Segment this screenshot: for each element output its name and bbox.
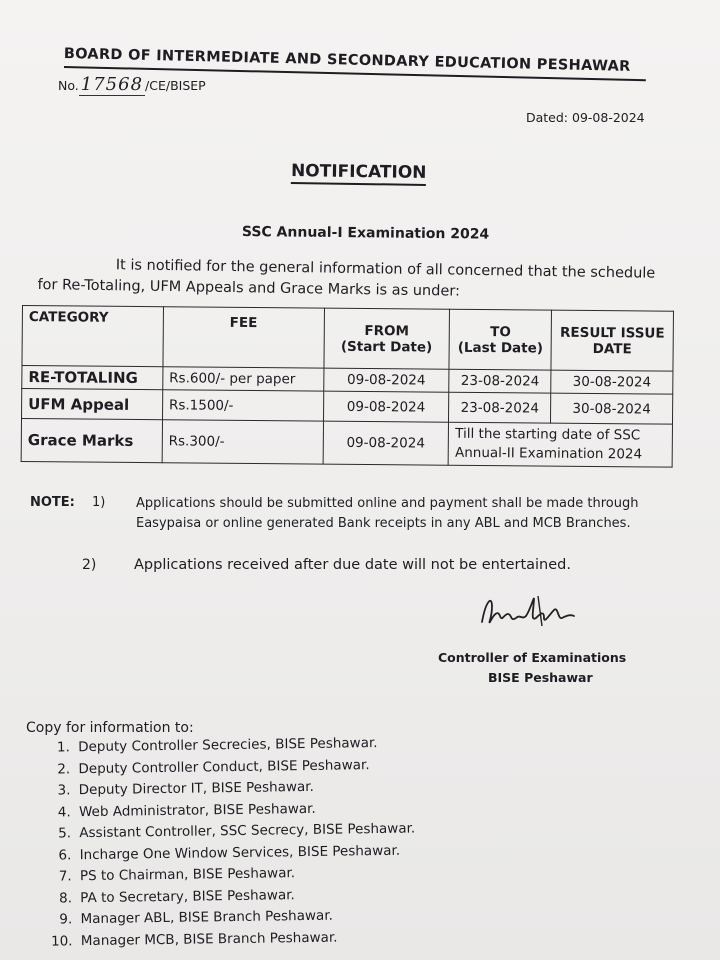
list-item: 2. Deputy Controller Conduct, BISE Peshawar. <box>74 754 414 780</box>
note-text: Applications should be submitted online and payment shall be made through Easypaisa or online generated Bank receipts in any ABL and MCB Branches. <box>136 496 639 531</box>
note-number: 1) <box>92 495 106 510</box>
cell-to: 23-08-2024 <box>449 369 551 393</box>
table-row <box>21 419 672 468</box>
header-from: FROM (Start Date) <box>324 308 450 369</box>
list-item: 7. PS to Chairman, BISE Peshawar. <box>76 861 416 887</box>
list-item: 10. Manager MCB, BISE Branch Peshawar. <box>77 926 417 952</box>
cell-from: 09-08-2024 <box>323 368 449 392</box>
list-item: 4. Web Administrator, BISE Peshawar. <box>75 797 415 823</box>
intro-line-2: for Re-Totaling, UFM Appeals and Grace Marks is as under: <box>37 276 461 300</box>
cell-fee: Rs.1500/- <box>162 390 323 421</box>
cell-fee: Rs.300/- <box>162 420 323 464</box>
note-number: 2) <box>82 557 97 573</box>
dated: Dated: 09-08-2024 <box>526 110 645 125</box>
header-to: TO (Last Date) <box>449 309 551 370</box>
cell-category: Grace Marks <box>21 419 162 463</box>
note-text: Applications received after due date will not be entertained. <box>134 557 571 573</box>
note-label: NOTE: <box>30 495 75 510</box>
list-item: 6. Incharge One Window Services, BISE Peshawar. <box>75 840 415 866</box>
ref-prefix: No. <box>58 78 79 93</box>
header-fee: FEE <box>163 307 324 368</box>
cell-to: 23-08-2024 <box>449 392 551 423</box>
cell-from: 09-08-2024 <box>323 421 449 465</box>
ref-number-handwritten: 17568 <box>80 74 144 95</box>
cell-result: 30-08-2024 <box>551 370 673 394</box>
schedule-table <box>21 305 674 468</box>
cell-from: 09-08-2024 <box>323 391 449 422</box>
intro-line-1: It is notified for the general information of all concerned that the schedule <box>115 257 656 282</box>
intro-paragraph <box>37 254 655 306</box>
copy-list <box>20 733 417 953</box>
cell-category: UFM Appeal <box>22 389 163 420</box>
table-header-row <box>22 306 673 372</box>
cell-result: 30-08-2024 <box>551 393 673 424</box>
cell-to-result-merged: Till the starting date of SSC Annual-II Examination 2024 <box>448 422 672 467</box>
signature-icon <box>478 592 578 640</box>
page-title: NOTIFICATION <box>291 161 427 186</box>
list-item: 9. Manager ABL, BISE Branch Peshawar. <box>76 904 416 930</box>
header-category: CATEGORY <box>22 306 163 367</box>
list-item: 3. Deputy Director IT, BISE Peshawar. <box>75 775 415 801</box>
cell-category: RE-TOTALING <box>22 366 163 390</box>
signatory-title: Controller of Examinations <box>438 650 627 665</box>
list-item: 8. PA to Secretary, BISE Peshawar. <box>76 883 416 909</box>
copy-heading: Copy for information to: <box>26 720 194 736</box>
header-result: RESULT ISSUE DATE <box>551 310 673 371</box>
exam-subtitle: SSC Annual-I Examination 2024 <box>241 224 490 243</box>
ref-suffix: /CE/BISEP <box>145 78 206 93</box>
cell-fee: Rs.600/- per paper <box>163 367 324 391</box>
reference-number <box>58 74 206 95</box>
list-item: 5. Assistant Controller, SSC Secrecy, BISE Peshawar. <box>75 818 415 844</box>
list-item: 1. Deputy Controller Secrecies, BISE Peshawar. <box>74 733 414 759</box>
signatory-org: BISE Peshawar <box>488 670 593 685</box>
board-name: BOARD OF INTERMEDIATE AND SECONDARY EDUCATION PESHAWAR <box>63 46 631 75</box>
